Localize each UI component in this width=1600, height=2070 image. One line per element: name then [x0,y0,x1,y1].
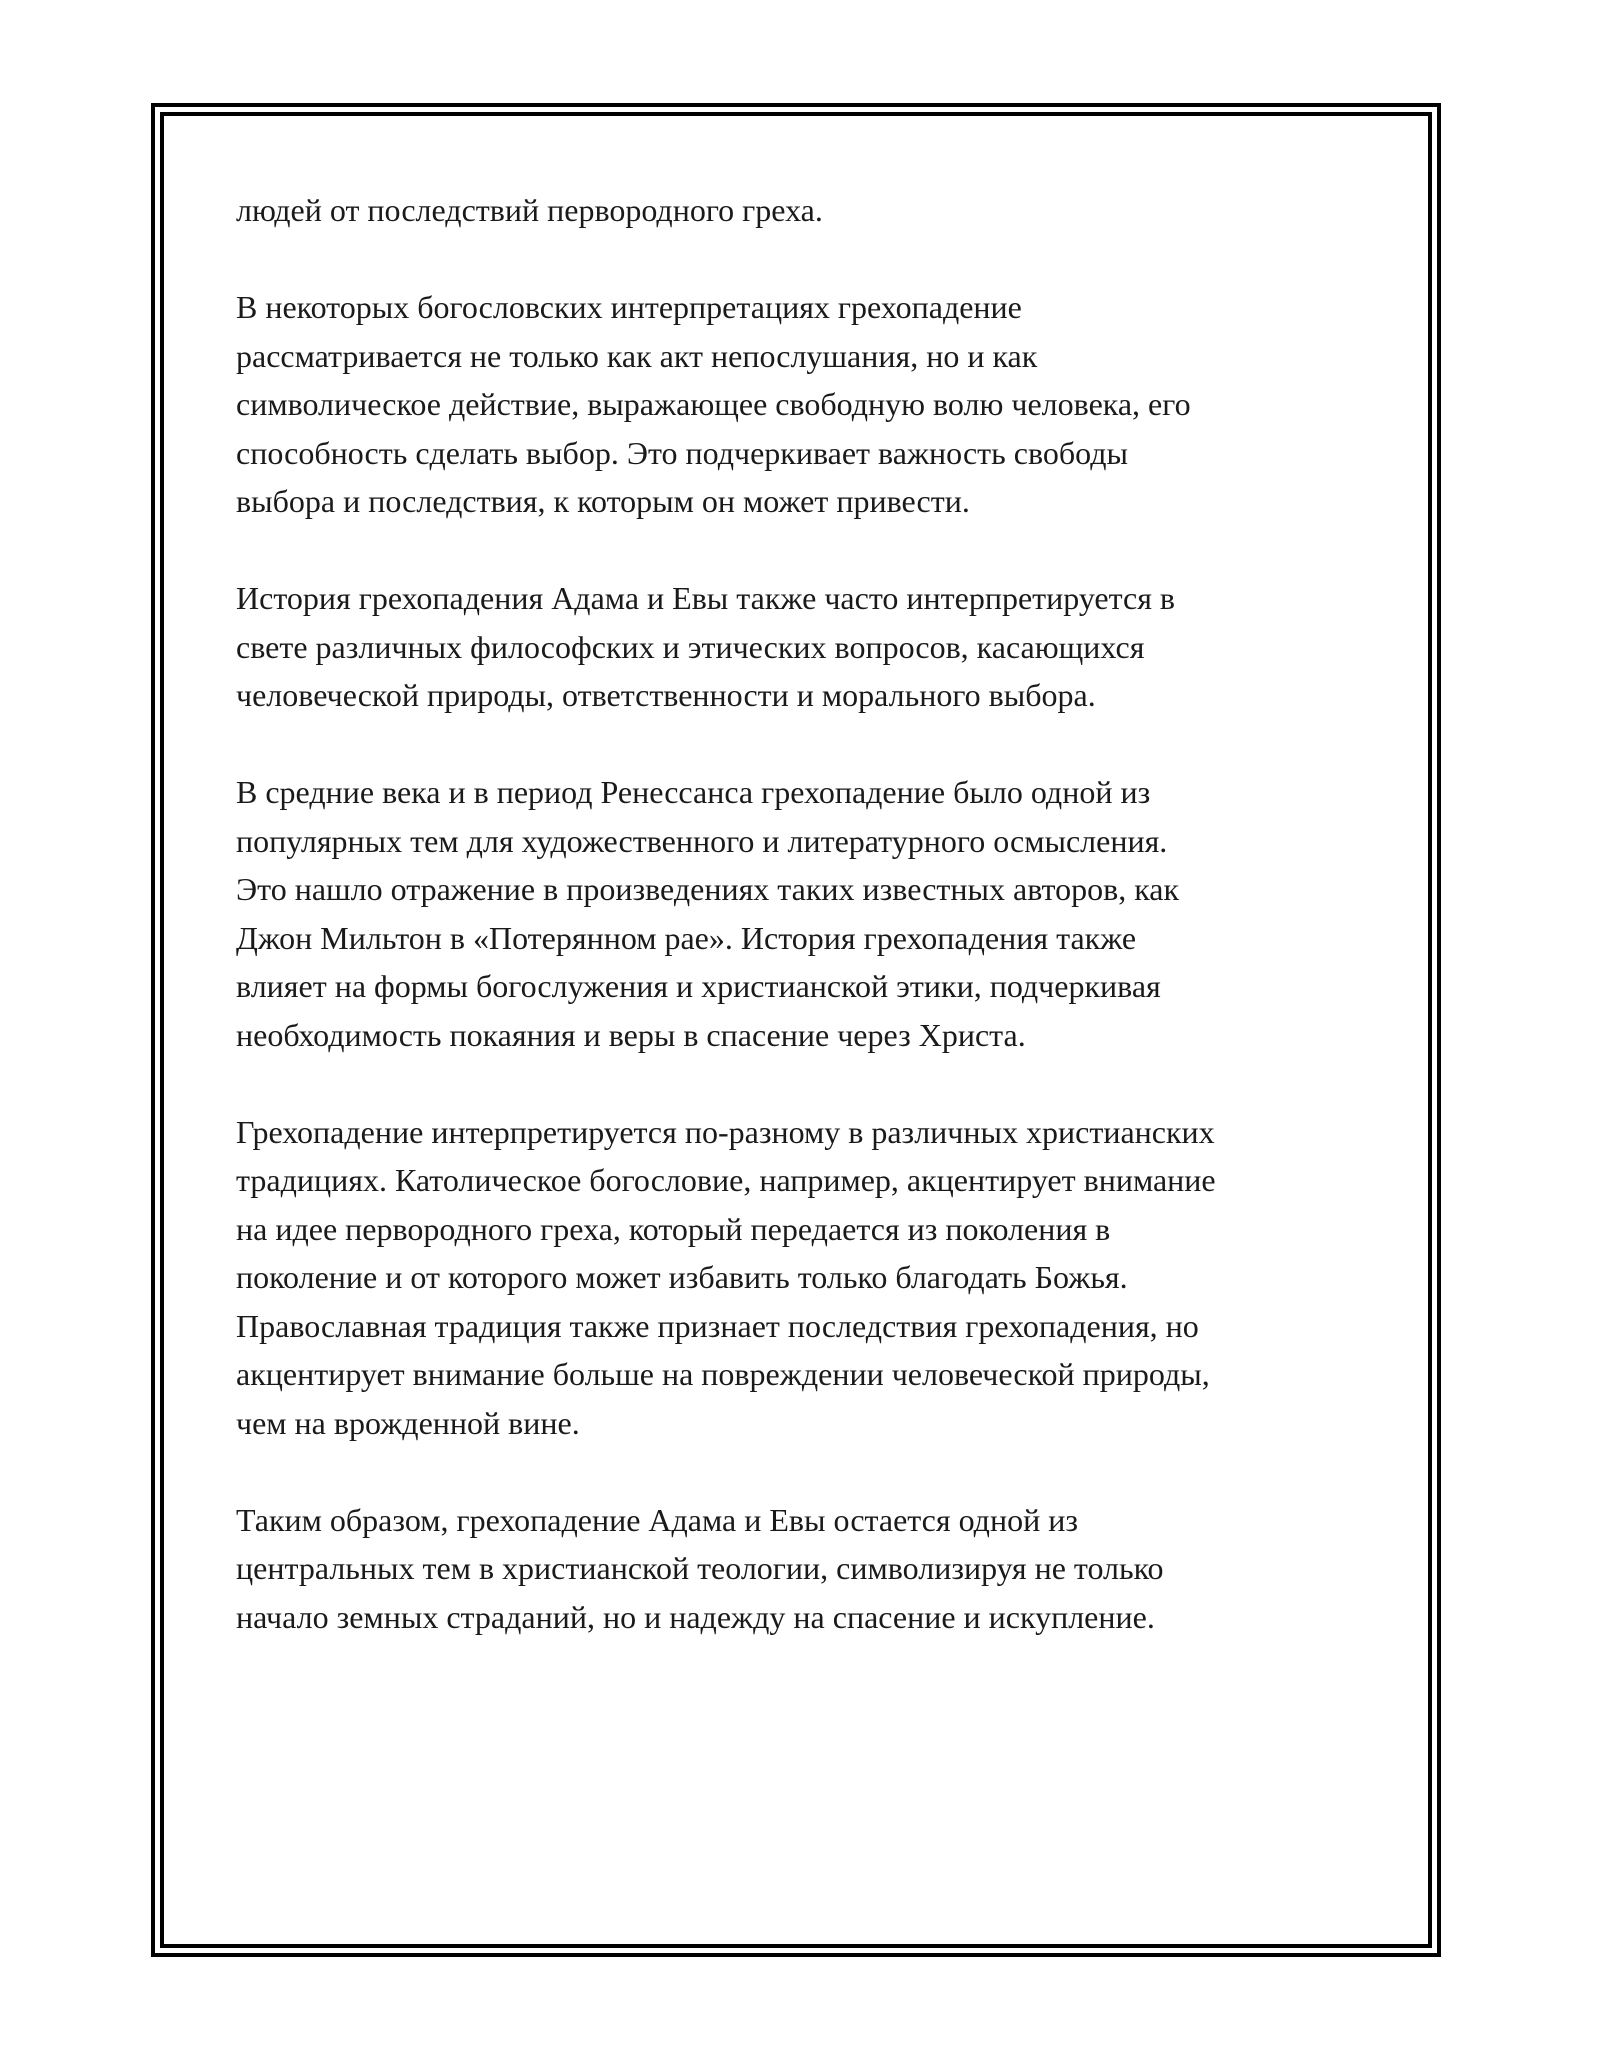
paragraph: В некоторых богословских интерпретациях грехопадение рассматривается не только как акт непослушания, но и как символическое действие, выражающее свободную волю человека, его способность сделать выбор. Это подчеркивает важность свободы выбора и последствия, к которым он может привести. [236,289,1191,519]
paragraph: Грехопадение интерпретируется по-разному в различных христианских традициях. Католическое богословие, например, акцентирует внимание на идее первородного греха, который передается из поколения в поколение и от которого может избавить только благодать Божья. Православная традиция также признает последствия грехопадения, но акцентирует внимание больше на повреждении человеческой природы, чем на врожденной вине. [236,1113,1216,1441]
document-body [236,186,1366,1690]
paragraph: В средние века и в период Ренессанса грехопадение было одной из популярных тем для художественного и литературного осмысления. Это нашло отражение в произведениях таких известных авторов, как Джон Мильтон в «Потерянном рае». История грехопадения также влияет на формы богослужения и христианской этики, подчеркивая необходимость покаяния и веры в спасение через Христа. [236,774,1180,1053]
paragraph: Таким образом, грехопадение Адама и Евы остается одной из центральных тем в христианской теологии, символизируя не только начало земных страданий, но и надежду на спасение и искупление. [236,1501,1164,1635]
paragraph: людей от последствий первородного греха. [236,192,823,228]
paragraph: История грехопадения Адама и Евы также часто интерпретируется в свете различных философских и этических вопросов, касающихся человеческой природы, ответственности и морального выбора. [236,580,1176,713]
